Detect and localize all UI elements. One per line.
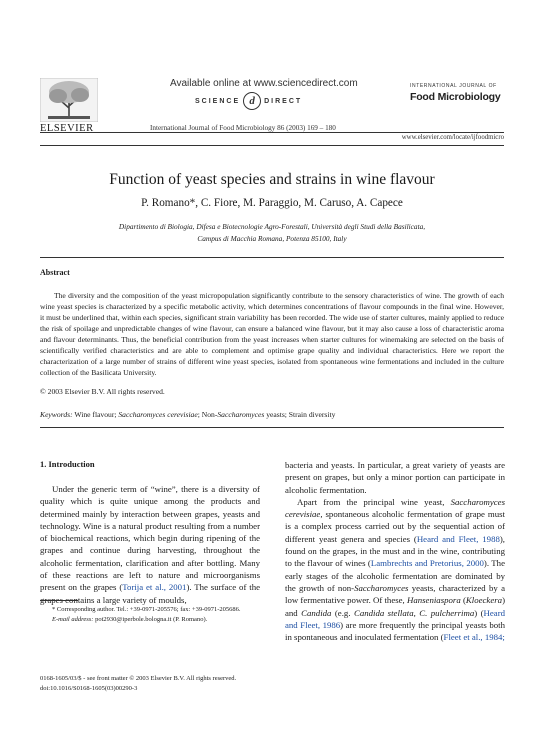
citation-link[interactable]: Torija et al., 2001 xyxy=(122,582,187,593)
journal-url-link[interactable]: www.elsevier.com/locate/ijfoodmicro xyxy=(401,134,504,141)
citation-link[interactable]: Heard and Fleet, 1988 xyxy=(416,533,500,544)
keywords-part: ; Non- xyxy=(197,410,218,419)
text-run: yeasts, characterized by a low fermentative power. Of these, xyxy=(285,582,505,606)
text-run: Saccharomyces xyxy=(354,582,409,593)
affiliation-line-2: Campus di Macchia Romana, Potenza 85100, Italy xyxy=(197,234,347,243)
keywords-part: Saccharomyces xyxy=(217,410,265,419)
journal-citation: International Journal of Food Microbiology 86 (2003) 169 – 180 xyxy=(150,124,336,132)
text-run: ( xyxy=(460,595,466,606)
text-run: , spontaneous alcoholic fermentation of grape must is a complex process carried out by the sequential action of different yeast genera and species ( xyxy=(285,509,505,544)
keywords-part: Wine flavour; xyxy=(72,410,119,419)
text-run: Saccharomyces cerevisiae xyxy=(285,496,505,520)
text-run: Hanseniaspora xyxy=(406,595,461,606)
header-rule-bottom xyxy=(40,145,504,146)
section-heading-introduction: 1. Introduction xyxy=(40,459,95,469)
citation-link[interactable]: Fleet et al., 1984; xyxy=(443,632,505,643)
text-run: ), found on the grapes, in the must and in the wine, contributing to the flavour of wines ( xyxy=(285,533,506,569)
sciencedirect-logo xyxy=(195,92,302,110)
text-run: ). The early stages of the alcoholic fermentation are dominated by the growth of non- xyxy=(285,558,505,593)
article-affiliation xyxy=(100,221,444,245)
text-run: (e.g. xyxy=(331,607,354,618)
footnote-rule xyxy=(40,600,78,601)
keywords-part: Saccharomyces cerevisiae xyxy=(118,410,198,419)
corresponding-author-note: * Corresponding author. Tel.: +39-0971-205576; fax: +39-0971-205686. xyxy=(52,606,241,613)
sd-left-text: SCIENCE xyxy=(195,97,241,105)
abstract-copyright: © 2003 Elsevier B.V. All rights reserved. xyxy=(40,387,165,396)
abstract-heading: Abstract xyxy=(40,268,70,277)
text-run: Under the generic term of “wine”, there is a diversity of quality which is quite unique among the products and determined mainly by interaction between grapes, yeasts and technology. Wine is a natural product resulting from a number of biochemical reactions, which begin during ripening of the grapes and continue during harvesting, throughout the alcoholic fermentation, clarification and after bottling. Many of these reactions are left to nature and microorganisms present on the grapes ( xyxy=(40,484,260,593)
citation-link[interactable]: Lambrechts and Pretorius, 2000 xyxy=(370,558,484,569)
text-run: ) are more frequently the principal yeasts both in spontaneous and inoculated fermentation ( xyxy=(285,619,506,643)
keywords-line xyxy=(40,410,335,419)
intro-paragraph-continued: bacteria and yeasts. In particular, a great variety of yeasts are present on grapes, but only a minor portion can participate in alcoholic fermentation. xyxy=(285,460,505,495)
email-label: E-mail address: xyxy=(52,616,94,623)
affiliation-line-1: Dipartimento di Biologia, Difesa e Biotecnologie Agro-Forestali, Università degli Studi della Basilicata, xyxy=(118,222,426,231)
text-run: , xyxy=(413,607,420,618)
email-note xyxy=(40,615,260,625)
publisher-name: ELSEVIER xyxy=(40,123,94,134)
available-online-text: Available online at www.sciencedirect.com xyxy=(170,78,358,89)
abstract-rule-bottom xyxy=(40,427,504,428)
sd-circle-mark-icon: d xyxy=(243,92,261,110)
intro-paragraph-1 xyxy=(40,483,260,606)
sd-right-text: DIRECT xyxy=(264,97,303,105)
abstract-text: The diversity and the composition of the yeast micropopulation significantly contribute to the sensory characteristics of wine. The growth of each wine yeast species is characterized by a specific metabolic activity, which determines concentrations of flavour compounds in the final wine. However, it must be underlined that, within each species, significant strain variability has been recorded. The wide use of starter cultures, mainly applied to reduce the risk of spoilage and unpredictable changes of wine flavour, can ensure a balanced wine flavour, but it may also cause a loss of characteristic aroma and flavour determinants. Thus, the beneficial contribution from the yeast increases when starter cultures for winemaking are selected on the basis of scientifically verified characteristics and are able to complement and optimise grape quality and individual characteristics. Here we report the characterization of a large number of strains of different wine yeast species, isolated from spontaneous wine fermentations and included in the culture collection of the Basilicata University. xyxy=(40,291,504,377)
email-value: pot2930@iperbole.bologna.it (P. Romano). xyxy=(93,616,208,623)
text-run: Candida stellata xyxy=(353,607,414,618)
text-run: Candida xyxy=(301,607,332,618)
keywords-part: yeasts; Strain diversity xyxy=(264,410,336,419)
text-run: Kloeckera xyxy=(465,595,503,606)
left-column xyxy=(40,459,260,606)
footer-doi: doi:10.1016/S0168-1605(03)00290-3 xyxy=(40,685,138,692)
article-title: Function of yeast species and strains in wine flavour xyxy=(109,171,435,188)
header-rule-top xyxy=(40,132,504,133)
text-run: ) ( xyxy=(474,607,484,618)
right-column xyxy=(285,459,505,643)
journal-brand-name: Food Microbiology xyxy=(410,91,501,103)
text-run: C. pulcherrima xyxy=(419,607,475,618)
elsevier-tree-logo xyxy=(40,78,98,122)
journal-brand-top: INTERNATIONAL JOURNAL OF xyxy=(410,83,497,89)
page-footer xyxy=(40,674,236,694)
abstract-rule-top xyxy=(40,257,504,258)
article-authors: P. Romano*, C. Fiore, M. Paraggio, M. Caruso, A. Capece xyxy=(141,197,403,209)
keywords-label: Keywords: xyxy=(40,410,73,419)
text-run: ). The surface of the grapes contains a large variety of moulds, xyxy=(40,582,260,605)
footer-front-matter: 0168-1605/03/$ - see front matter © 2003 Elsevier B.V. All rights reserved. xyxy=(40,675,237,682)
intro-paragraph-2 xyxy=(285,496,505,644)
footnote xyxy=(40,605,260,625)
text-run: ) and xyxy=(285,595,505,618)
text-run: Apart from the principal wine yeast, xyxy=(297,496,451,507)
citation-link[interactable]: Heard and Fleet, 1986 xyxy=(285,607,506,630)
